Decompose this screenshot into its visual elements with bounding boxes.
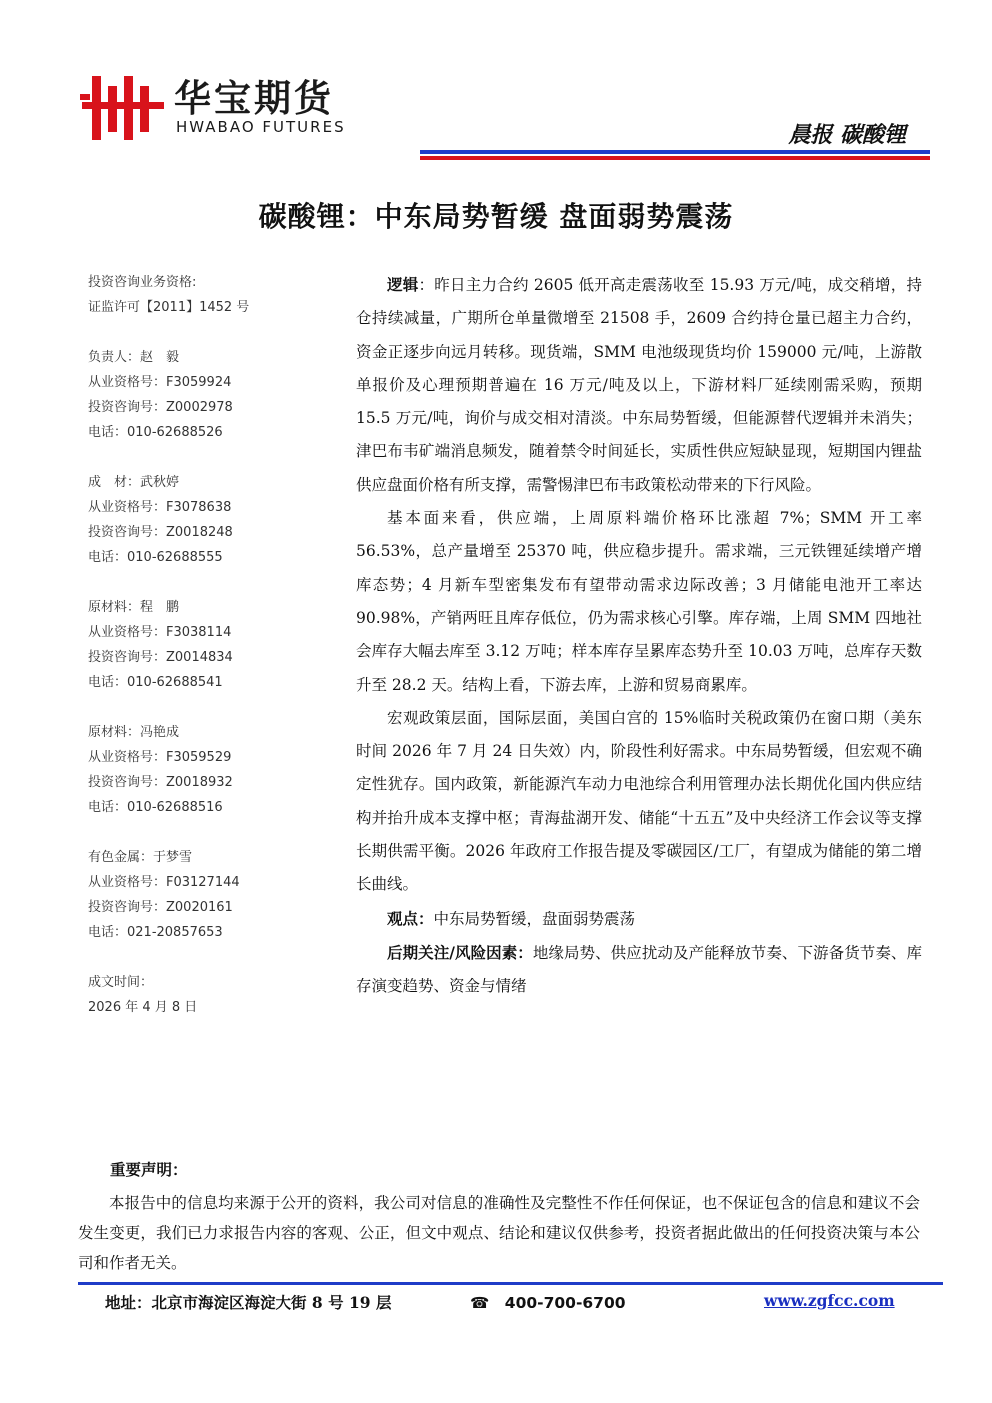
analyst-advisory: 投资咨询号：Z0014834 [88, 650, 233, 665]
analyst-block [88, 845, 328, 945]
disclaimer-body [78, 1188, 920, 1278]
analyst-sidebar [88, 270, 328, 1020]
qualification-value: 证监许可【2011】1452 号 [88, 300, 250, 315]
logic-text: ：昨日主力合约 2605 低开高走震荡收至 15.93 万元/吨，成交稍增，持仓持续减量，广期所仓单量微增至 21508 手，2609 合约持仓量已超主力合约，资金正逐步向远月转移。现货端，SMM 电池级现货均价 159000 元/吨，上游散单报价及心理预期普遍在 16 万元/吨及以上，下游材料厂延续刚需采购，预期 15.5 万元/吨，询价与成交相对清淡。中东局势暂缓，但能源替代逻辑并未消失；津巴布韦矿端消息频发，随着禁令时间延长，实质性供应短缺显现，短期国内锂盐供应盘面价格有所支撑，需警惕津巴布韦政策松动带来的下行风险。 [356, 276, 922, 494]
disclaimer-text: 本报告中的信息均来源于公开的资料，我公司对信息的准确性及完整性不作任何保证，也不保证包含的信息和建议不会发生变更，我们已力求报告内容的客观、公正，但文中观点、结论和建议仅供参考，投资者据此做出的任何投资决策与本公司和作者无关。 [78, 1194, 920, 1272]
analyst-phone: 电话：010-62688516 [88, 800, 223, 815]
view-text: 中东局势暂缓，盘面弱势震荡 [433, 909, 636, 928]
analyst-license: 从业资格号：F3059924 [88, 375, 232, 390]
analyst-role: 原材料：冯艳成 [88, 725, 180, 740]
analyst-advisory: 投资咨询号：Z0018248 [88, 525, 233, 540]
analyst-advisory: 投资咨询号：Z0018932 [88, 775, 233, 790]
analyst-role: 原材料：程 鹏 [88, 600, 180, 615]
analyst-phone: 电话：010-62688526 [88, 425, 223, 440]
header-rule-blue [420, 150, 930, 154]
logo-chinese-name: 华宝期货 [174, 77, 334, 120]
qualification-label: 投资咨询业务资格: [88, 275, 197, 290]
analyst-advisory: 投资咨询号：Z0002978 [88, 400, 233, 415]
macro-paragraph: 宏观政策层面，国际层面，美国白宫的 15%临时关税政策仍在窗口期（美东时间 2026 年 7 月 24 日失效）内，阶段性利好需求。中东局势暂缓，但宏观不确定性犹存。国内政策，新能源汽车动力电池综合利用管理办法长期优化国内供应结构并抬升成本支撑中枢；青海盐湖开发、储能“十五五”及中央经济工作会议等支撑长期供需平衡。2026 年政府工作报告提及零碳园区/工厂，有望成为储能的第二增长曲线。 [356, 708, 922, 894]
analyst-license: 从业资格号：F3038114 [88, 625, 232, 640]
risk-paragraph [356, 936, 922, 1004]
footer-phone: ☎ 400-700-6700 [470, 1294, 626, 1312]
risk-label: 后期关注/风险因素： [387, 942, 533, 962]
footer-website-link[interactable]: www.zgfcc.com [764, 1291, 895, 1310]
analyst-role: 有色金属：于梦雪 [88, 850, 193, 865]
analyst-role: 负责人：赵 毅 [88, 350, 180, 365]
analyst-block [88, 470, 328, 570]
analyst-block [88, 595, 328, 695]
logic-label: 逻辑 [387, 275, 419, 294]
view-paragraph [356, 902, 922, 936]
analyst-block [88, 720, 328, 820]
logic-paragraph [356, 268, 922, 502]
analyst-phone: 电话：010-62688541 [88, 675, 223, 690]
report-type-tag: 晨报 碳酸锂 [788, 122, 906, 148]
analyst-license: 从业资格号：F3078638 [88, 500, 232, 515]
header-rule-red [420, 156, 930, 160]
analyst-block [88, 345, 328, 445]
fundamental-paragraph: 基本面来看，供应端，上周原料端价格环比涨超 7%；SMM 开工率 56.53%，总产量增至 25370 吨，供应稳步提升。需求端，三元铁锂延续增产增库态势；4 月新车型密集发布有望带动需求边际改善；3 月储能电池开工率达 90.98%，产销两旺且库存低位，仍为需求核心引擎。库存端，上周 SMM 四地社会库存大幅去库至 3.12 万吨；样本库存呈累库态势升至 10.03 万吨，总库存天数升至 28.2 天。结构上看，下游去库，上游和贸易商累库。 [356, 509, 922, 694]
analyst-license: 从业资格号：F03127144 [88, 875, 240, 890]
footer-address: 地址：北京市海淀区海淀大街 8 号 19 层 [105, 1293, 392, 1312]
analyst-phone: 电话：021-20857653 [88, 925, 223, 940]
analyst-phone: 电话：010-62688555 [88, 550, 223, 565]
footer-rule [78, 1282, 943, 1285]
analyst-advisory: 投资咨询号：Z0020161 [88, 900, 233, 915]
risk-text: 地缘局势、供应扰动及产能释放节奏、下游备货节奏、库存演变趋势、资金与情绪 [356, 943, 922, 996]
date-label: 成文时间： [88, 975, 154, 990]
report-body [356, 268, 922, 1004]
date-value: 2026 年 4 月 8 日 [88, 1000, 198, 1015]
disclaimer-title: 重要声明： [110, 1161, 188, 1179]
view-label: 观点： [387, 908, 434, 928]
report-title: 碳酸锂：中东局势暂缓 盘面弱势震荡 [258, 200, 734, 233]
logo-english-name: HWABAO FUTURES [176, 118, 346, 136]
analyst-role: 成 材：武秋婷 [88, 475, 180, 490]
analyst-license: 从业资格号：F3059529 [88, 750, 232, 765]
